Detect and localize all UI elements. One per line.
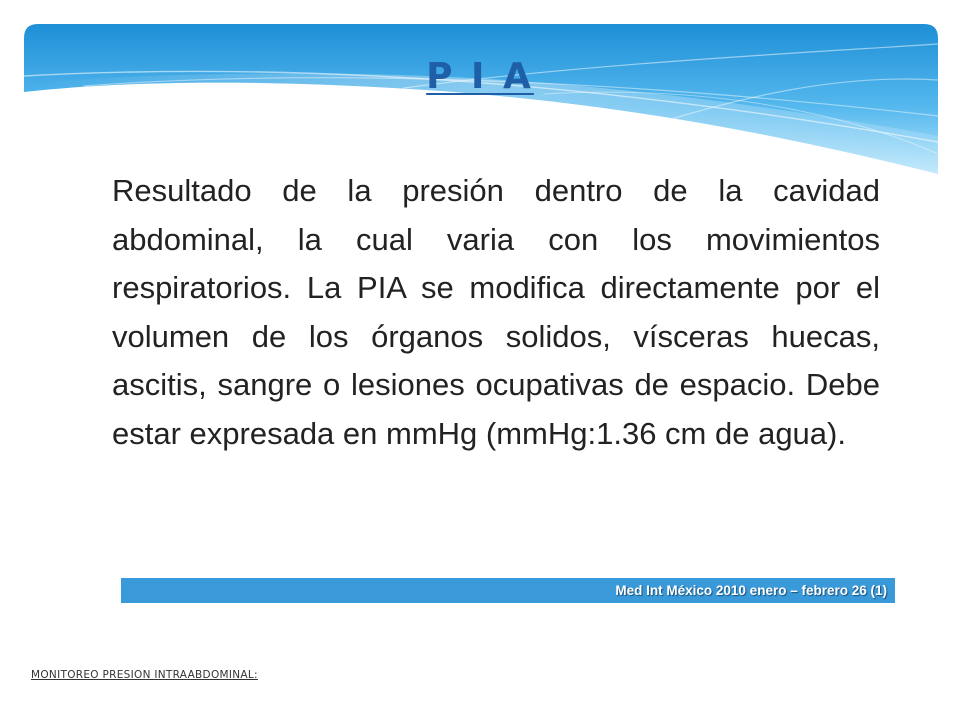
citation-bar (121, 578, 895, 603)
footer-label: MONITOREO PRESION INTRAABDOMINAL: (31, 669, 258, 681)
header-banner (24, 24, 938, 174)
body-paragraph: Resultado de la presión dentro de la cavidad abdominal, la cual varia con los movimientos respiratorios. La PIA se modifica directamente por el volumen de los órganos solidos, vísceras huecas, ascitis, sangre o lesiones ocupativas de espacio. Debe estar expresada en mmHg (mmHg:1.36 cm de agua). (112, 173, 880, 451)
slide-title: P I A (426, 56, 534, 97)
citation-text: Med Int México 2010 enero – febrero 26 (1) (615, 583, 887, 598)
